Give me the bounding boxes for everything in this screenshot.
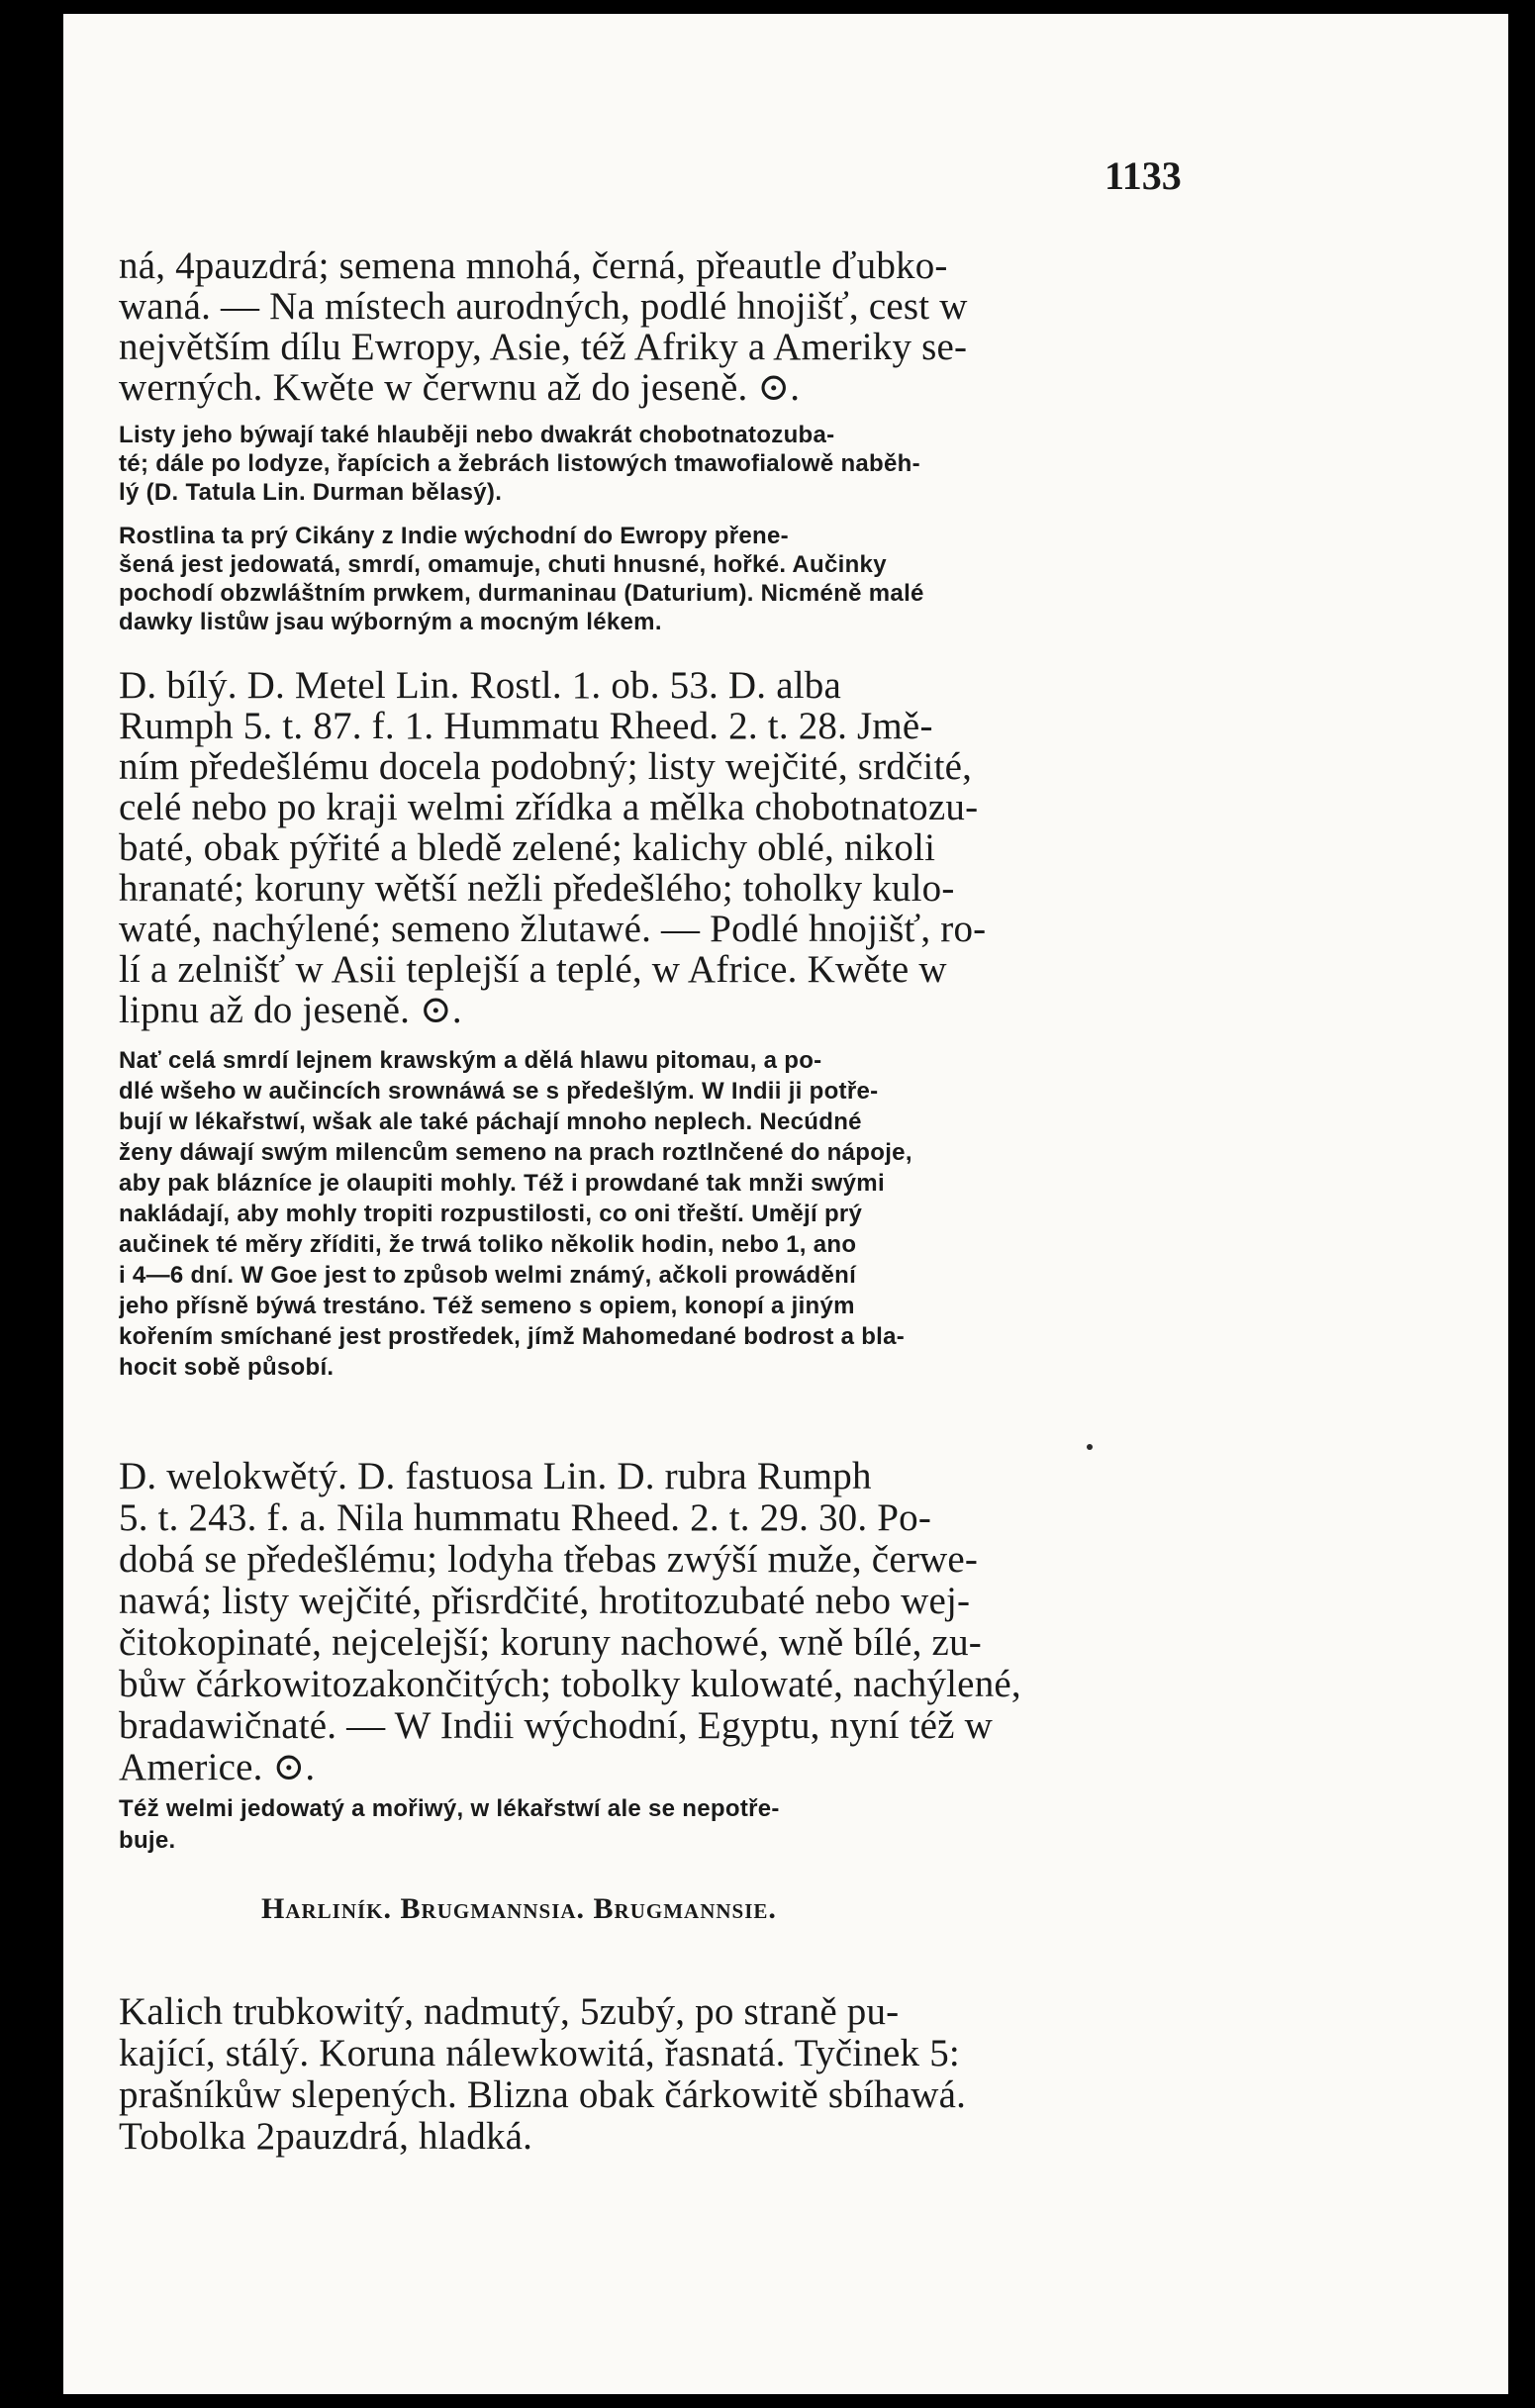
note-line: dlé wšeho w aučincích srownáwá se s předešlým. W Indii ji potře- — [119, 1078, 879, 1105]
note-line: i 4—6 dní. W Goe jest to způsob welmi známý, ačkoli prowádění — [119, 1262, 857, 1289]
text-line: největším dílu Ewropy, Asie, též Afriky a Ameriky se- — [119, 326, 968, 368]
text-line: waná. — Na místech aurodných, podlé hnojišť, cest w — [119, 285, 968, 328]
note-line: dawky listůw jsau wýborným a mocným lékem. — [119, 609, 662, 635]
text-line: celé nebo po kraji welmi zřídka a mělka chobotnatozu- — [119, 786, 979, 828]
note-line: té; dále po lodyze, řapícich a žebrách listowých tmawofialowě naběh- — [119, 450, 920, 477]
text-line: D. welokwětý. D. fastuosa Lin. D. rubra Rumph — [119, 1455, 872, 1497]
note-line: Rostlina ta prý Cikány z Indie wýchodní do Ewropy přene- — [119, 523, 789, 549]
text-line: kající, stálý. Koruna nálewkowitá, řasnatá. Tyčinek 5: — [119, 2032, 960, 2074]
text-line: bradawičnaté. — W Indii wýchodní, Egyptu, nyní též w — [119, 1704, 994, 1747]
note-line: Listy jeho býwají také hlauběji nebo dwakrát chobotnatozuba- — [119, 422, 835, 448]
note-line: pochodí obzwláštním prwkem, durmaninau (Daturium). Nicméně malé — [119, 580, 924, 607]
note-line: ženy dáwají swým milencům semeno na prach roztlnčené do nápoje, — [119, 1139, 912, 1166]
page-number: 1133 — [1104, 153, 1182, 198]
text-line: waté, nachýlené; semeno žlutawé. — Podlé hnojišť, ro- — [119, 908, 987, 950]
text-line: ním předešlému docela podobný; listy wejčité, srdčité, — [119, 745, 973, 788]
text-line: werných. Kwěte w čerwnu až do jeseně. ⊙. — [119, 366, 801, 409]
note-line: Nať celá smrdí lejnem krawským a dělá hlawu pitomau, a po- — [119, 1047, 822, 1074]
text-line: prašníkůw slepených. Blizna obak čárkowitě sbíhawá. — [119, 2073, 967, 2116]
text-line: Rumph 5. t. 87. f. 1. Hummatu Rheed. 2. t. 28. Jmě- — [119, 705, 933, 747]
note-line: nakládají, aby mohly tropiti rozpustilosti, co oni třeští. Umějí prý — [119, 1201, 863, 1227]
note-line: kořením smíchané jest prostředek, jímž Mahomedané bodrost a bla- — [119, 1323, 906, 1350]
text-line: ná, 4pauzdrá; semena mnohá, černá, přeautle ďubko- — [119, 244, 948, 287]
text-line: Tobolka 2pauzdrá, hladká. — [119, 2115, 533, 2158]
text-line: čitokopinaté, nejcelejší; koruny nachowé, wně bílé, zu- — [119, 1621, 982, 1664]
section-heading: Harliník. Brugmannsia. Brugmannsie. — [261, 1892, 777, 1925]
note-line: hocit sobě působí. — [119, 1354, 335, 1381]
text-line: hranaté; koruny wětší nežli předešlého; toholky kulo- — [119, 867, 955, 910]
note-line: lý (D. Tatula Lin. Durman bělasý). — [119, 479, 503, 506]
text-line: lí a zelnišť w Asii teplejší a teplé, w Africe. Kwěte w — [119, 948, 947, 991]
text-line: D. bílý. D. Metel Lin. Rostl. 1. ob. 53. D. alba — [119, 664, 841, 707]
text-line: dobá se předešlému; lodyha třebas zwýší muže, čerwe- — [119, 1538, 979, 1581]
text-line: Americe. ⊙. — [119, 1746, 316, 1788]
text-line: nawá; listy wejčité, přisrdčité, hrotitozubaté nebo wej- — [119, 1580, 971, 1622]
note-line: šená jest jedowatá, smrdí, omamuje, chuti hnusné, hořké. Aučinky — [119, 551, 887, 578]
stray-dot — [1087, 1444, 1093, 1450]
book-page — [63, 14, 1508, 2394]
note-line: aučinek té měry zříditi, že trwá toliko několik hodin, nebo 1, ano — [119, 1231, 857, 1258]
note-line: Též welmi jedowatý a mořiwý, w lékařstwí ale se nepotře- — [119, 1795, 780, 1822]
note-line: buje. — [119, 1827, 176, 1854]
text-line: Kalich trubkowitý, nadmutý, 5zubý, po straně pu- — [119, 1990, 900, 2033]
text-line: lipnu až do jeseně. ⊙. — [119, 989, 462, 1031]
text-line: baté, obak pýřité a bledě zelené; kalichy oblé, nikoli — [119, 826, 936, 869]
note-line: aby pak blázníce je olaupiti mohly. Též i prowdané tak mnži swými — [119, 1170, 885, 1197]
note-line: jeho přísně býwá trestáno. Též semeno s opiem, konopí a jiným — [119, 1293, 855, 1319]
text-line: 5. t. 243. f. a. Nila hummatu Rheed. 2. t. 29. 30. Po- — [119, 1496, 932, 1539]
text-line: bůw čárkowitozakončitých; tobolky kulowaté, nachýlené, — [119, 1663, 1021, 1705]
note-line: bují w lékařstwí, wšak ale také páchají mnoho neplech. Necúdné — [119, 1108, 862, 1135]
